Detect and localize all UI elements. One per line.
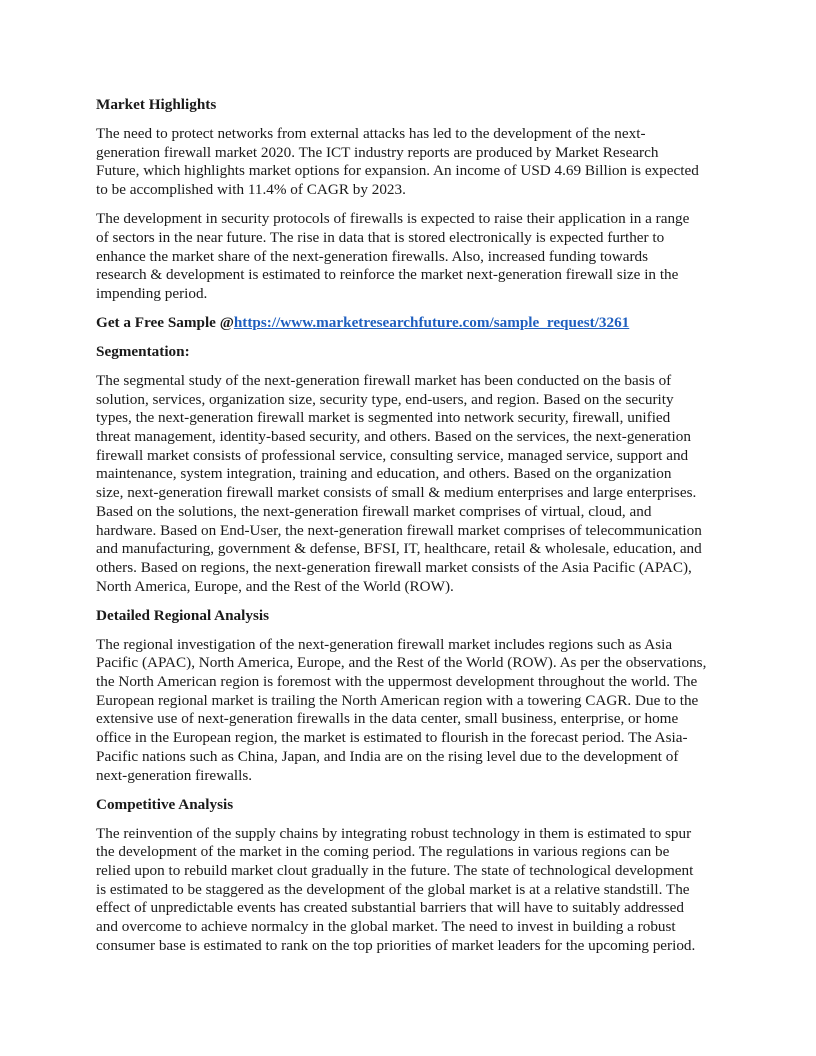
paragraph-line: hardware. Based on End-User, the next-generation firewall market comprises of telecommunication [96,521,702,539]
paragraph-line: The reinvention of the supply chains by integrating robust technology in them is estimated to spur [96,824,692,842]
paragraph-line: and manufacturing, government & defense, BFSI, IT, healthcare, retail & wholesale, education, and [96,540,702,558]
section-heading: Market Highlights [96,96,217,113]
paragraph-line: firewall market consists of professional service, consulting service, managed service, support and [96,446,689,464]
paragraph-line: types, the next-generation firewall market is segmented into network security, firewall, unified [96,409,671,427]
paragraph-line: size, next-generation firewall market consists of small & medium enterprises and large enterprises. [96,484,697,502]
paragraph-line: Pacific nations such as China, Japan, and India are on the rising level due to the development of [96,747,679,765]
paragraph-line: impending period. [96,284,208,302]
paragraph-line: North America, Europe, and the Rest of the World (ROW). [96,577,454,595]
paragraph-line: maintenance, system integration, training and education, and others. Based on the organization [96,465,672,483]
paragraph-line: Pacific (APAC), North America, Europe, and the Rest of the World (ROW). As per the observations, [96,654,707,672]
paragraph-line: Future, which highlights market options for expansion. An income of USD 4.69 Billion is expected [96,162,699,180]
paragraph-line: the North American region is foremost with the uppermost development throughout the world. The [96,673,698,691]
paragraph-line: to be accomplished with 11.4% of CAGR by 2023. [96,181,406,199]
section-heading: Detailed Regional Analysis [96,606,269,624]
section-heading: Segmentation: [96,342,190,360]
paragraph-line: The regional investigation of the next-generation firewall market includes regions such as Asia [96,635,673,653]
sample-request-link[interactable]: https://www.marketresearchfuture.com/sample_request/3261 [233,313,630,331]
paragraph-line: Based on the solutions, the next-generation firewall market comprises of virtual, cloud, and [96,502,652,520]
paragraph-line: The need to protect networks from external attacks has led to the development of the next- [96,125,646,142]
paragraph-line: threat management, identity-based security, and others. Based on the services, the next-generation [96,428,691,446]
paragraph [96,825,736,956]
paragraph-line: next-generation firewalls. [96,766,253,784]
free-sample-line [96,314,736,333]
paragraph-line: The segmental study of the next-generation firewall market has been conducted on the basis of [96,371,672,389]
paragraph-line: others. Based on regions, the next-generation firewall market consists of the Asia Pacific (APAC), [96,558,692,576]
paragraph-line: The development in security protocols of firewalls is expected to raise their application in a range [96,210,690,228]
free-sample-label: Get a Free Sample @ [96,313,234,331]
paragraph-line: European regional market is trailing the North American region with a towering CAGR. Due to the [96,691,699,709]
paragraph-line: and overcome to achieve normalcy in the global market. The need to invest in building a robust [96,918,676,936]
paragraph-line: generation firewall market 2020. The ICT industry reports are produced by Market Research [96,143,659,161]
paragraph [96,125,736,200]
paragraph-line: solution, services, organization size, security type, end-users, and region. Based on the security [96,390,674,408]
paragraph-line: of sectors in the near future. The rise in data that is stored electronically is expected further to [96,228,665,246]
paragraph-line: extensive use of next-generation firewalls in the data center, small business, enterprise, or home [96,710,679,728]
paragraph [96,636,736,786]
paragraph-line: effect of unpredictable events has created substantial barriers that will have to suitably addressed [96,899,685,917]
paragraph-line: research & development is estimated to reinforce the market next-generation firewall size in the [96,266,679,284]
paragraph-line: enhance the market share of the next-generation firewalls. Also, increased funding towards [96,247,649,265]
section-heading: Competitive Analysis [96,795,234,813]
paragraph [96,372,736,596]
paragraph-line: office in the European region, the market is estimated to flourish in the forecast period. The Asia- [96,729,688,747]
paragraph-line: the development of the market in the coming period. The regulations in various regions can be [96,843,670,861]
paragraph-line: consumer base is estimated to rank on the top priorities of market leaders for the upcoming period. [96,936,696,954]
paragraph-line: is estimated to be staggered as the development of the global market is at a relative standstill. The [96,880,690,898]
paragraph [96,210,736,304]
document-body [96,96,736,966]
paragraph-line: relied upon to rebuild market clout gradually in the future. The state of technological development [96,861,694,879]
